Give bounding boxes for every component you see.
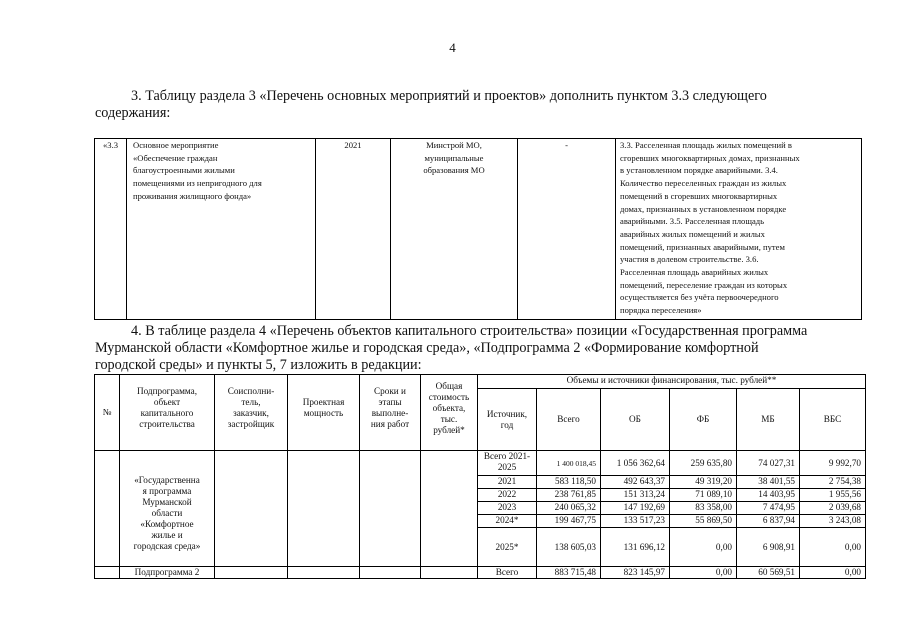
vbs-cell — [800, 451, 866, 476]
header-ob — [601, 389, 670, 451]
total-cell — [537, 451, 601, 476]
header-cost-line: тыс. — [440, 414, 458, 424]
result-line: участия в долевом строительстве. 3.6. — [620, 254, 759, 265]
header-executor-line: заказчик, — [233, 408, 269, 418]
vbs-value: 2 754,38 — [828, 476, 861, 486]
header-cost-line: объекта, — [432, 403, 466, 413]
ob-cell — [601, 528, 670, 567]
header-executor-line: тель, — [241, 397, 261, 407]
header-mb-label: МБ — [761, 414, 775, 424]
mb-value: 6 837,94 — [762, 515, 795, 525]
measure-name-line: «Обеспечение граждан — [133, 152, 218, 163]
paragraph-4-line-2: Мурманской области «Комфортное жилье и городская среда», «Подпрограмма 2 «Формирование комфортной — [95, 340, 759, 356]
mb-value: 38 401,55 — [758, 476, 795, 486]
source-value: 2025* — [495, 541, 519, 552]
header-fb — [670, 389, 737, 451]
table-row — [95, 139, 862, 320]
header-terms-line: ния работ — [370, 419, 410, 429]
mb-cell — [737, 451, 800, 476]
header-fb-label: ФБ — [696, 414, 710, 424]
total-value: 240 065,32 — [554, 502, 596, 512]
page-number: 4 — [449, 40, 456, 55]
cost-cell — [421, 451, 478, 567]
source-value: Всего 2021-2025 — [483, 451, 531, 472]
mb-value: 14 403,95 — [758, 489, 795, 499]
vbs-value: 0,00 — [844, 541, 861, 552]
fb-value: 49 319,20 — [695, 476, 732, 486]
header-source-line: Источник, — [486, 408, 528, 419]
fb-cell — [670, 451, 737, 476]
item-number-cell — [95, 139, 127, 320]
number-cell — [95, 451, 120, 567]
mb-cell — [737, 567, 800, 579]
paragraph-4-line-3: городской среды» и пункты 5, 7 изложить в редакции: — [95, 357, 422, 373]
mb-cell — [737, 476, 800, 489]
header-mb — [737, 389, 800, 451]
source-value: Всего — [495, 567, 519, 577]
year: 2021 — [344, 140, 362, 150]
fb-cell — [670, 489, 737, 502]
result-line: Количество переселенных граждан из жилых — [620, 178, 787, 189]
ob-value: 492 643,37 — [623, 476, 665, 486]
capital-construction-table — [94, 374, 866, 579]
result-line: помещений, признанных аварийными, путем — [620, 241, 785, 252]
executor-cell — [215, 567, 288, 579]
source-value: 2022 — [497, 489, 517, 499]
vbs-cell — [800, 476, 866, 489]
header-terms-line: Сроки и — [374, 386, 406, 396]
fb-value: 71 089,10 — [695, 489, 732, 499]
source-value: 2021 — [497, 476, 517, 486]
total-value: 583 118,50 — [554, 476, 596, 486]
header-program-line: капитального — [140, 408, 194, 418]
header-cost-line: стоимость — [428, 392, 470, 402]
source-cell — [478, 502, 537, 515]
source-cell — [478, 489, 537, 502]
header-program-line: строительства — [139, 419, 195, 429]
fb-cell — [670, 567, 737, 579]
fb-cell — [670, 528, 737, 567]
fb-cell — [670, 515, 737, 528]
vbs-cell — [800, 502, 866, 515]
source-cell — [478, 515, 537, 528]
vbs-value: 0,00 — [844, 567, 861, 577]
mb-cell — [737, 489, 800, 502]
ob-cell — [601, 489, 670, 502]
total-cell — [537, 515, 601, 528]
fb-value: 0,00 — [715, 567, 732, 577]
program-name-line: «Комфортное — [140, 519, 194, 529]
result-line: аварийных жилых помещений и жилых — [620, 228, 765, 239]
result-line: порядка переселения» — [620, 305, 702, 316]
ob-value: 133 517,23 — [623, 515, 665, 525]
header-terms-line: этапы — [378, 397, 402, 407]
ob-cell — [601, 515, 670, 528]
header-funding-label: Объемы и источники финансирования, тыс. рублей** — [566, 375, 777, 385]
header-vbs-label: ВБС — [823, 414, 842, 424]
header-terms — [360, 375, 421, 451]
result-line: сгоревших многоквартирных домах, признанных — [620, 152, 800, 163]
dash-cell — [518, 139, 616, 320]
program-name-line: жилье и — [151, 530, 183, 540]
ob-value: 1 056 362,64 — [616, 457, 665, 468]
number-cell — [95, 567, 120, 579]
result-line: осуществляется без учёта первоочередного — [620, 292, 779, 303]
result-line: помещений, переселение граждан из которых — [620, 279, 788, 290]
mb-cell — [737, 528, 800, 567]
program-name-line: городская среда» — [133, 541, 201, 551]
header-source-line: год — [500, 419, 514, 430]
vbs-value: 2 039,68 — [828, 502, 861, 512]
paragraph-3-line-2: содержания: — [95, 105, 171, 121]
program-name-line: области — [151, 508, 183, 518]
measure-name-line: проживания жилищного фонда» — [133, 190, 252, 201]
terms-cell — [360, 567, 421, 579]
executor-line: образования МО — [423, 165, 485, 176]
header-number-label: № — [102, 407, 112, 417]
total-value: 138 605,03 — [554, 541, 596, 552]
source-cell — [478, 476, 537, 489]
header-cost-line: Общая — [435, 381, 463, 391]
header-capacity-line: мощность — [303, 408, 344, 418]
header-total-label: Всего — [557, 414, 580, 424]
mb-value: 7 474,95 — [762, 502, 795, 512]
measure-name-line: помещениями из непригодного для — [133, 178, 262, 189]
program-name-cell — [120, 451, 215, 567]
result-line: помещений в сгоревших многоквартирных — [620, 190, 778, 201]
ob-value: 151 313,24 — [623, 489, 665, 499]
total-value: 199 467,75 — [554, 515, 596, 525]
source-cell — [478, 451, 537, 476]
item-number: «3.3 — [102, 140, 119, 150]
paragraph-4 — [95, 323, 875, 374]
header-executor-line: Соисполни- — [227, 386, 275, 396]
header-vbs — [800, 389, 866, 451]
source-cell — [478, 567, 537, 579]
fb-value: 0,00 — [715, 541, 732, 552]
header-program-line: Подпрограмма, — [136, 386, 198, 396]
ob-value: 131 696,12 — [623, 541, 665, 552]
program-name-line: Мурманской — [142, 497, 192, 507]
ob-cell — [601, 476, 670, 489]
vbs-value: 3 243,08 — [828, 515, 861, 525]
header-executor-line: застройщик — [227, 419, 275, 429]
paragraph-3 — [95, 88, 835, 122]
measures-table — [94, 138, 862, 320]
total-cell — [537, 489, 601, 502]
ob-cell — [601, 567, 670, 579]
fb-value: 83 358,00 — [695, 502, 732, 512]
header-cost — [421, 375, 478, 451]
program-name-line: «Государственна — [134, 475, 200, 485]
header-row — [95, 375, 866, 389]
header-capacity — [288, 375, 360, 451]
header-terms-line: выполне- — [371, 408, 409, 418]
executor-line: Минстрой МО, — [426, 140, 482, 150]
paragraph-3-line-1: 3. Таблицу раздела 3 «Перечень основных мероприятий и проектов» дополнить пунктом 3.3 следующего — [131, 88, 767, 104]
ob-value: 823 145,97 — [623, 567, 665, 577]
vbs-cell — [800, 489, 866, 502]
ob-value: 147 192,69 — [623, 502, 665, 512]
mb-cell — [737, 502, 800, 515]
total-value: 1 400 018,45 — [556, 458, 596, 468]
program-name-line: я программа — [142, 486, 192, 496]
result-line: в установленном порядке аварийными. 3.4. — [620, 165, 778, 176]
fb-cell — [670, 476, 737, 489]
source-value: 2023 — [497, 502, 517, 512]
header-program — [120, 375, 215, 451]
paragraph-4-line-1: 4. В таблице раздела 4 «Перечень объектов капитального строительства» позиции «Государственная программа — [131, 323, 808, 339]
mb-value: 60 569,51 — [758, 567, 795, 577]
table-row — [95, 451, 866, 476]
executor-cell — [215, 451, 288, 567]
mb-value: 6 908,91 — [762, 541, 795, 552]
year-cell — [316, 139, 391, 320]
program-name-cell — [120, 567, 215, 579]
measure-name-cell — [127, 139, 316, 320]
total-cell — [537, 476, 601, 489]
result-cell — [616, 139, 862, 320]
header-capacity-line: Проектная — [302, 397, 345, 407]
mb-value: 74 027,31 — [758, 457, 795, 468]
total-cell — [537, 502, 601, 515]
total-cell — [537, 528, 601, 567]
ob-cell — [601, 451, 670, 476]
ob-cell — [601, 502, 670, 515]
fb-value: 55 869,50 — [695, 515, 732, 525]
measure-name-line: Основное мероприятие — [133, 140, 219, 150]
header-source — [478, 389, 537, 451]
source-cell — [478, 528, 537, 567]
terms-cell — [360, 451, 421, 567]
vbs-cell — [800, 567, 866, 579]
table-row — [95, 567, 866, 579]
header-funding — [478, 375, 866, 389]
executor-line: муниципальные — [424, 152, 484, 163]
result-line: Расселенная площадь аварийных жилых — [620, 267, 769, 278]
executor-cell — [391, 139, 518, 320]
vbs-value: 1 955,56 — [828, 489, 861, 499]
vbs-value: 9 992,70 — [828, 457, 861, 468]
fb-cell — [670, 502, 737, 515]
fb-value: 259 635,80 — [690, 457, 732, 468]
header-total — [537, 389, 601, 451]
result-line: домах, признанных в установленном порядке — [620, 203, 787, 214]
cost-cell — [421, 567, 478, 579]
header-number — [95, 375, 120, 451]
total-cell — [537, 567, 601, 579]
source-value: 2024* — [495, 515, 519, 525]
capacity-cell — [288, 567, 360, 579]
vbs-cell — [800, 515, 866, 528]
measure-name-line: благоустроенными жилыми — [133, 165, 235, 176]
header-ob-label: ОБ — [629, 414, 641, 424]
total-value: 883 715,48 — [554, 567, 596, 577]
result-line: 3.3. Расселенная площадь жилых помещений в — [620, 140, 792, 150]
header-cost-line: рублей* — [433, 425, 465, 435]
result-line: аварийными. 3.5. Расселенная площадь — [620, 216, 765, 227]
mb-cell — [737, 515, 800, 528]
total-value: 238 761,85 — [554, 489, 596, 499]
subprogram-name: Подпрограмма 2 — [134, 567, 200, 577]
capacity-cell — [288, 451, 360, 567]
vbs-cell — [800, 528, 866, 567]
dash: - — [565, 140, 568, 150]
header-program-line: объект — [153, 397, 181, 407]
header-executor — [215, 375, 288, 451]
